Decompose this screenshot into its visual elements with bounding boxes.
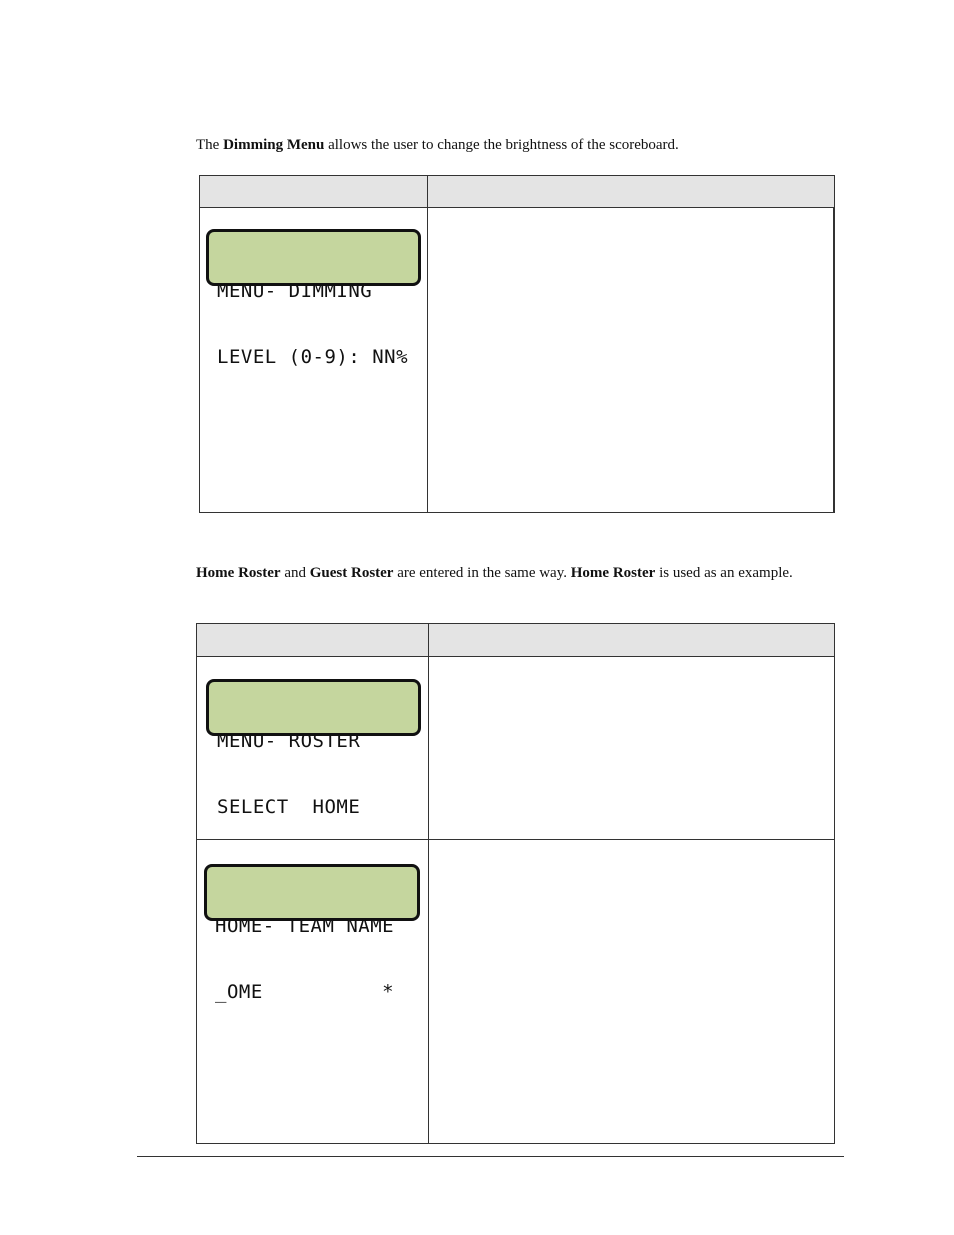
table-header-cell bbox=[428, 176, 835, 208]
dimming-intro bbox=[196, 135, 679, 155]
lcd-line: _OME * bbox=[215, 981, 395, 1003]
home-roster-term: Home Roster bbox=[196, 565, 281, 581]
intro-text: and bbox=[280, 565, 310, 581]
table-header-cell bbox=[429, 624, 835, 657]
roster-intro bbox=[196, 563, 836, 583]
table-description-cell bbox=[429, 840, 835, 1144]
lcd-display-dimming bbox=[206, 229, 421, 368]
guest-roster-term: Guest Roster bbox=[309, 565, 394, 581]
home-roster-term: Home Roster bbox=[570, 565, 656, 581]
lcd-line: MENU- DIMMING bbox=[217, 280, 373, 302]
table-header-cell bbox=[200, 176, 428, 208]
footer-rule bbox=[137, 1156, 844, 1157]
table-description-cell bbox=[429, 657, 835, 840]
lcd-display-roster-select bbox=[206, 679, 421, 818]
table-description-cell bbox=[428, 208, 835, 513]
intro-text: allows the user to change the brightness of the scoreboard. bbox=[324, 137, 679, 153]
lcd-display-team-name bbox=[204, 864, 420, 1003]
intro-text: are entered in the same way. bbox=[393, 565, 571, 581]
lcd-line: MENU- ROSTER bbox=[217, 730, 361, 752]
table-header-cell bbox=[197, 624, 429, 657]
intro-text: is used as an example. bbox=[655, 565, 793, 581]
lcd-line: SELECT HOME bbox=[217, 796, 361, 818]
intro-text: The bbox=[196, 137, 224, 153]
lcd-line: HOME- TEAM NAME bbox=[215, 915, 395, 937]
dimming-menu-term: Dimming Menu bbox=[223, 137, 325, 153]
lcd-line: LEVEL (0-9): NN% bbox=[217, 346, 409, 368]
